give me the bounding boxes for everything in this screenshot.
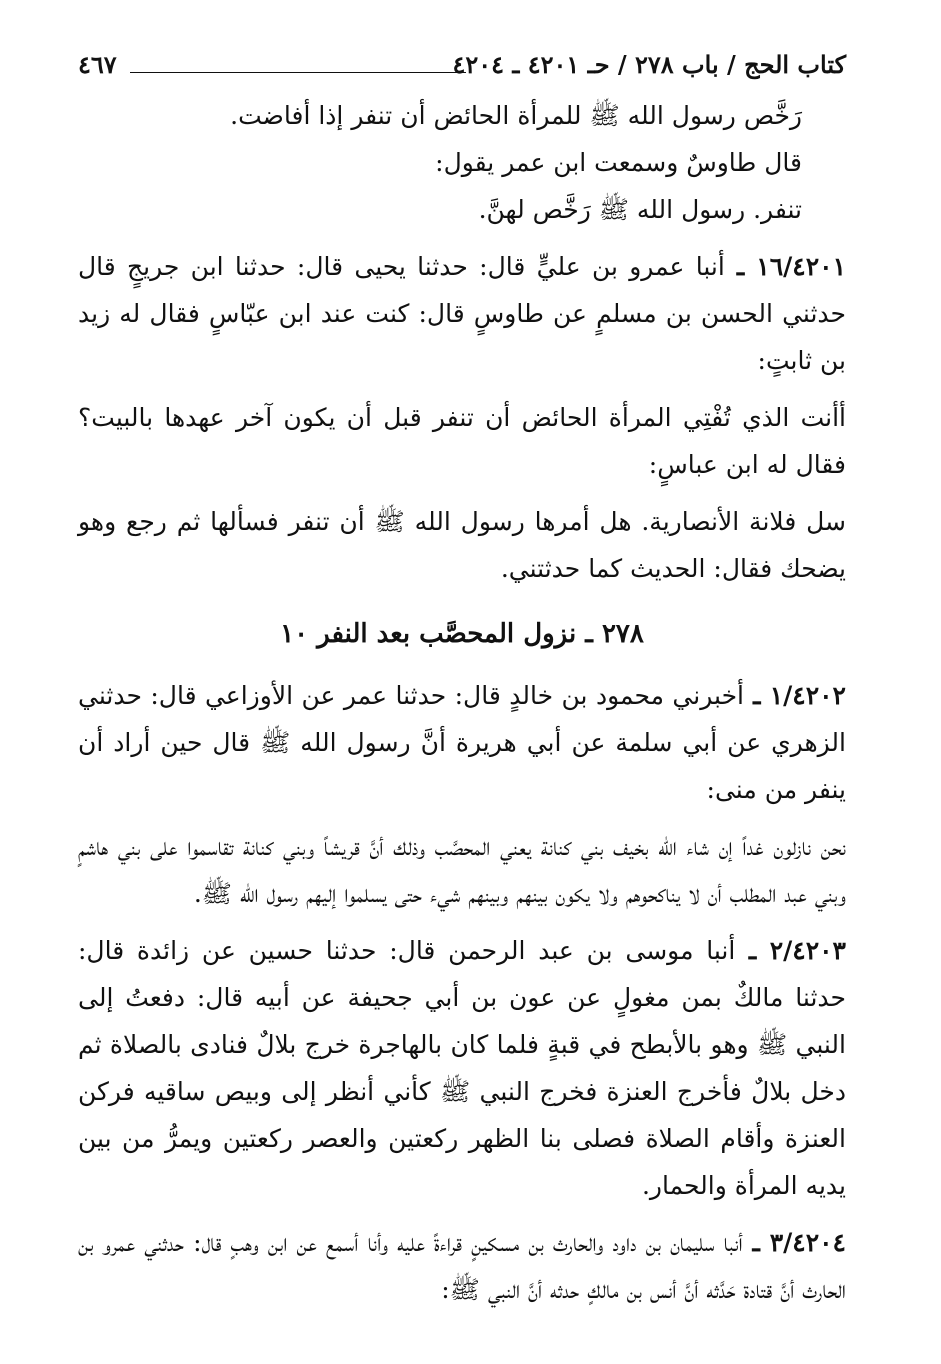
hadith-number: ٢/٤٢٠٣ ـ: [735, 936, 846, 965]
page-number: ٤٦٧: [78, 50, 117, 79]
header-rule: [130, 72, 466, 73]
paragraph-text: أنبا موسى بن عبد الرحمن قال: حدثنا حسين عن زائدة قال: حدثنا مالكٌ بمن مغولٍ عن عون بن أبي جحيفة عن أبيه قال: دفعتُ إلى النبي ﷺ وهو بالأبطح في قبةٍ فلما كان بالهاجرة خرج بلالٌ فنادى بالصلاة ثم دخل بلالٌ فأخرج العنزة فخرج النبي ﷺ كأني أنظر إلى وبيص ساقيه فركن العنزة وأقام الصلاة فصلى بنا الظهر ركعتين والعصر ركعتين ويمرُّ من بين يديه المرأة والحمار.: [78, 936, 846, 1200]
text-paragraph: [78, 823, 846, 917]
paragraph-text: قال طاوسٌ وسمعت ابن عمر يقول:: [435, 148, 802, 177]
paragraph-text: أأنت الذي تُفْتِي المرأة الحائض أن تنفر قبل أن يكون آخر عهدها بالبيت؟ فقال له ابن عباسٍ:: [78, 403, 846, 479]
hadith-number: ١٦/٤٢٠١ ـ: [724, 252, 846, 281]
hadith-number: ١/٤٢٠٢ ـ: [743, 681, 846, 710]
running-title: كتاب الحج / باب ٢٧٨ / حـ ٤٢٠١ ـ ٤٢٠٤: [452, 50, 846, 79]
paragraph-text: أنبا عمرو بن عليٍّ قال: حدثنا يحيى قال: حدثنا ابن جريجٍ قال حدثني الحسن بن مسلمٍ عن طاوسٍ قال: كنت عند ابن عبّاسٍ فقال له زيد بن ثابتٍ:: [78, 252, 846, 375]
page-header: [78, 44, 846, 84]
hadith-paragraph: [78, 672, 846, 813]
hadith-paragraph: [78, 927, 846, 1209]
paragraph-text: نحن نازلون غداً إن شاء الله بخيف بني كنانة يعني المحصَّب وذلك أنَّ قريشاً وبني كنانة تقاسموا على بني هاشمٍ وبني عبد المطلب أن لا يناكحوهم ولا يكون بينهم وبينهم شيء حتى يسلموا إليهم رسول الله ﷺ.: [78, 832, 846, 908]
text-paragraph: [78, 92, 846, 139]
chapter-heading: ٢٧٨ ـ نزول المحصَّب بعد النفر ١٠: [280, 619, 644, 649]
paragraph-text: سل فلانة الأنصارية. هل أمرها رسول الله ﷺ أن تنفر فسألها ثم رجع وهو يضحك فقال: الحديث كما حدثتني.: [78, 507, 846, 583]
page-body: [78, 92, 846, 1313]
text-paragraph: [78, 394, 846, 488]
paragraph-text: رَخَّص رسول الله ﷺ للمرأة الحائض أن تنفر إذا أفاضت.: [230, 101, 802, 130]
paragraph-text: أنبا سليمان بن داود والحارث بن مسكينٍ قراءةً عليه وأنا أسمع عن ابن وهبٍ قال: حدثني عمرو بن الحارث أنَّ قتادة حَدَّثه أنَّ أنس بن مالكٍ حدثه أنَّ النبي ﷺ:: [78, 1228, 846, 1304]
text-paragraph: [78, 498, 846, 592]
hadith-paragraph: [78, 243, 846, 384]
paragraph-text: أخبرني محمود بن خالدٍ قال: حدثنا عمر عن الأوزاعي قال: حدثني الزهري عن أبي سلمة عن أبي هريرة أنَّ رسول الله ﷺ قال حين أراد أن ينفر من منى:: [78, 681, 846, 804]
paragraph-text: تنفر. رسول الله ﷺ رَخَّص لهنَّ.: [478, 195, 802, 224]
text-paragraph: [78, 186, 846, 233]
hadith-number: ٣/٤٢٠٤ ـ: [742, 1228, 846, 1257]
book-page: [78, 44, 846, 1313]
text-paragraph: [78, 139, 846, 186]
hadith-paragraph: [78, 1219, 846, 1313]
